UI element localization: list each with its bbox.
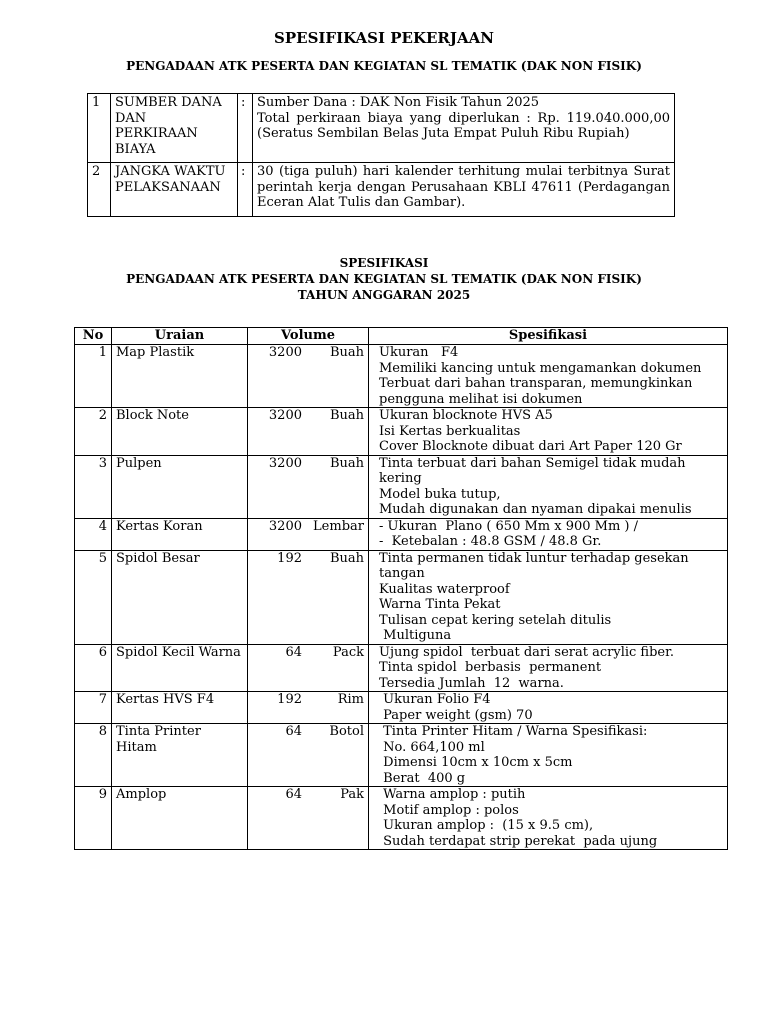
item-spec [369,345,728,408]
item-spec [369,692,728,724]
item-uraian: Kertas HVS F4 [112,692,248,724]
info-value [253,163,675,217]
spec-line: Multiguna [379,628,452,643]
item-uraian: Block Note [112,408,248,456]
item-uraian: Tinta Printer Hitam [112,724,248,787]
item-uraian: Spidol Besar [112,550,248,644]
item-no: 7 [75,692,112,724]
item-unit: Buah [306,345,369,408]
item-qty: 64 [248,787,307,850]
item-unit: Buah [306,408,369,456]
spec-line: - Ukuran Plano ( 650 Mm x 900 Mm ) / [379,518,639,534]
page-title: SPESIFIKASI PEKERJAAN [274,29,494,47]
info-value [253,94,675,163]
header-uraian: Uraian [112,328,248,345]
item-spec [369,550,728,644]
item-no: 3 [75,455,112,518]
info-no: 1 [88,94,111,163]
item-no: 4 [75,518,112,550]
spec-line: Ukuran Folio F4 [379,692,491,707]
item-no: 6 [75,644,112,692]
page-subtitle: PENGADAAN ATK PESERTA DAN KEGIATAN SL TEMATIK (DAK NON FISIK) [126,59,642,73]
header-spesifikasi: Spesifikasi [369,328,728,345]
info-row [88,94,675,163]
item-unit: Buah [306,455,369,518]
item-spec [369,455,728,518]
spec-line: Motif amplop : polos [379,802,519,818]
item-uraian: Pulpen [112,455,248,518]
header-volume: Volume [248,328,369,345]
spec-line: Mudah digunakan dan nyaman dipakai menulis [379,502,692,517]
item-unit: Pack [306,644,369,692]
spec-line: Cover Blocknote dibuat dari Art Paper 120 Gr [379,439,682,454]
spec-line: Terbuat dari bahan transparan, memungkinkan pengguna melihat isi dokumen [379,376,697,407]
table-row [75,787,728,850]
spec-line: Model buka tutup, [379,486,501,502]
spec-line: Tinta terbuat dari bahan Semigel tidak mudah kering [379,455,690,486]
item-uraian: Kertas Koran [112,518,248,550]
spec-line: Ukuran F4 [379,345,459,360]
spec-line: - Ketebalan : 48.8 GSM / 48.8 Gr. [379,534,602,549]
spec-year: TAHUN ANGGARAN 2025 [297,288,471,302]
info-value-line: 30 (tiga puluh) hari kalender terhitung mulai terbitnya Surat perintah kerja dengan Perusahaan KBLI 47611 (Perdagangan Eceran Alat Tulis dan Gambar). [257,164,670,210]
spec-line: Tersedia Jumlah 12 warna. [379,675,564,691]
spec-line: Tinta spidol berbasis permanent [379,660,602,675]
info-colon: : [238,94,253,163]
item-uraian: Spidol Kecil Warna [112,644,248,692]
header-no: No [75,328,112,345]
table-row [75,692,728,724]
item-no: 1 [75,345,112,408]
spec-line: Warna amplop : putih [379,787,526,802]
spec-line: Dimensi 10cm x 10cm x 5cm [379,755,573,770]
table-row [75,550,728,644]
table-row [75,455,728,518]
spec-line: Warna Tinta Pekat [379,597,501,612]
item-qty: 3200 [248,455,307,518]
item-qty: 3200 [248,518,307,550]
item-unit: Rim [306,692,369,724]
item-unit: Pak [306,787,369,850]
item-qty: 64 [248,644,307,692]
spec-line: No. 664,100 ml [379,739,485,755]
item-qty: 3200 [248,345,307,408]
table-row [75,518,728,550]
spec-line: Ukuran amplop : (15 x 9.5 cm), [379,818,594,833]
spec-line: Sudah terdapat strip perekat pada ujung [379,833,658,849]
spec-line: Ujung spidol terbuat dari serat acrylic fiber. [379,644,675,660]
item-unit: Lembar [306,518,369,550]
item-qty: 192 [248,692,307,724]
item-qty: 192 [248,550,307,644]
item-spec [369,408,728,456]
item-unit: Botol [306,724,369,787]
spec-table [74,327,728,850]
info-label: JANGKA WAKTU PELAKSANAAN [111,163,238,217]
info-no: 2 [88,163,111,217]
info-value-line: Total perkiraan biaya yang diperlukan : Rp. 119.040.000,00 (Seratus Sembilan Belas Juta Empat Puluh Ribu Rupiah) [257,110,670,141]
item-spec [369,644,728,692]
info-value-line: Sumber Dana : DAK Non Fisik Tahun 2025 [257,95,540,110]
item-no: 2 [75,408,112,456]
info-colon: : [238,163,253,217]
spec-title: SPESIFIKASI [339,256,429,270]
spec-line: Tinta permanen tidak luntur terhadap gesekan tangan [379,550,693,581]
table-row [75,345,728,408]
item-uraian: Map Plastik [112,345,248,408]
table-row [75,644,728,692]
table-row [75,408,728,456]
spec-line: Tinta Printer Hitam / Warna Spesifikasi: [379,724,648,739]
spec-line: Paper weight (gsm) 70 [379,707,533,723]
item-uraian: Amplop [112,787,248,850]
item-spec [369,787,728,850]
table-row [75,724,728,787]
item-unit: Buah [306,550,369,644]
info-table [87,93,675,217]
table-header-row [75,328,728,345]
item-no: 9 [75,787,112,850]
item-no: 8 [75,724,112,787]
item-spec [369,518,728,550]
item-qty: 64 [248,724,307,787]
spec-line: Memiliki kancing untuk mengamankan dokumen [379,360,702,376]
item-spec [369,724,728,787]
spec-line: Ukuran blocknote HVS A5 [379,408,553,423]
spec-line: Berat 400 g [379,770,466,786]
spec-line: Kualitas waterproof [379,581,510,597]
item-qty: 3200 [248,408,307,456]
spec-line: Tulisan cepat kering setelah ditulis [379,612,612,628]
info-label: SUMBER DANA DAN PERKIRAAN BIAYA [111,94,238,163]
spec-subtitle: PENGADAAN ATK PESERTA DAN KEGIATAN SL TEMATIK (DAK NON FISIK) [126,272,642,286]
spec-line: Isi Kertas berkualitas [379,423,521,439]
item-no: 5 [75,550,112,644]
info-row [88,163,675,217]
